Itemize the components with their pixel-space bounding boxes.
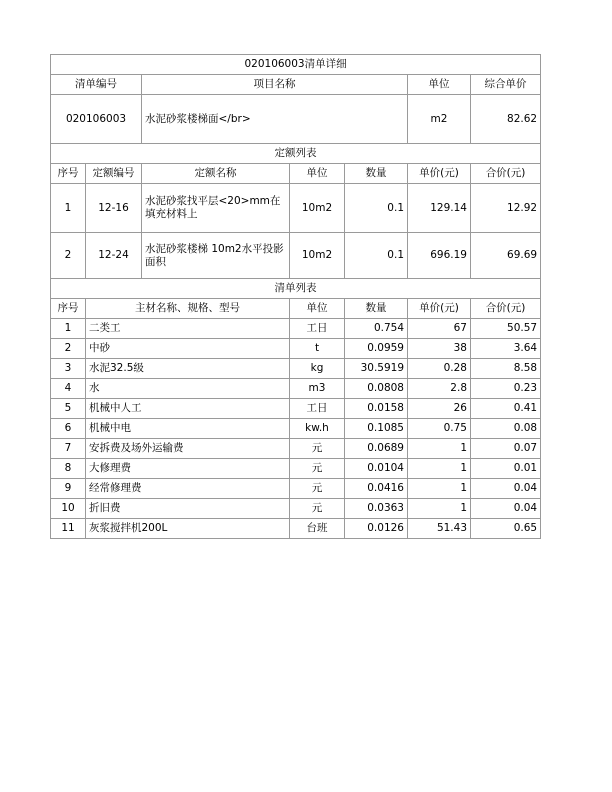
detail-table [50,54,541,539]
list-total: 0.04 [471,479,541,499]
list-qty: 0.754 [345,319,408,339]
list-no: 6 [51,419,86,439]
quota-header-name: 定额名称 [142,164,290,184]
list-row [51,319,541,339]
list-name: 水 [86,379,290,399]
quota-no: 1 [51,184,86,233]
list-total: 0.08 [471,419,541,439]
item-row [51,95,541,144]
list-name: 安拆费及场外运输费 [86,439,290,459]
item-code: 020106003 [51,95,142,144]
quota-header-code: 定额编号 [86,164,142,184]
list-total: 0.01 [471,459,541,479]
quota-price: 696.19 [408,233,471,279]
list-unit: 工日 [290,399,345,419]
quota-row [51,233,541,279]
item-price: 82.62 [471,95,541,144]
list-header-row [51,299,541,319]
list-header-unit: 单位 [290,299,345,319]
list-no: 2 [51,339,86,359]
list-unit: 台班 [290,519,345,539]
list-row [51,359,541,379]
list-price: 26 [408,399,471,419]
list-header-total: 合价(元) [471,299,541,319]
name-header: 项目名称 [142,75,408,95]
list-qty: 0.0158 [345,399,408,419]
list-row [51,459,541,479]
list-qty: 0.0363 [345,499,408,519]
list-no: 10 [51,499,86,519]
list-total: 8.58 [471,359,541,379]
list-qty: 0.0808 [345,379,408,399]
quota-no: 2 [51,233,86,279]
page-title: 020106003清单详细 [51,55,541,75]
list-price: 0.28 [408,359,471,379]
list-name: 折旧费 [86,499,290,519]
list-unit: kw.h [290,419,345,439]
list-price: 1 [408,499,471,519]
list-row [51,399,541,419]
list-qty: 0.0416 [345,479,408,499]
list-name: 机械中人工 [86,399,290,419]
list-price: 1 [408,459,471,479]
list-price: 51.43 [408,519,471,539]
list-row [51,519,541,539]
list-no: 9 [51,479,86,499]
list-price: 2.8 [408,379,471,399]
quota-section-title: 定额列表 [51,144,541,164]
quota-unit: 10m2 [290,233,345,279]
list-unit: 元 [290,479,345,499]
unit-header: 单位 [408,75,471,95]
quota-qty: 0.1 [345,233,408,279]
list-title-row [51,279,541,299]
list-section-title: 清单列表 [51,279,541,299]
list-row [51,479,541,499]
list-header-no: 序号 [51,299,86,319]
quota-code: 12-24 [86,233,142,279]
list-qty: 0.0689 [345,439,408,459]
list-no: 8 [51,459,86,479]
list-unit: 元 [290,459,345,479]
list-qty: 0.0126 [345,519,408,539]
price-header: 综合单价 [471,75,541,95]
list-row [51,339,541,359]
list-unit: 元 [290,439,345,459]
list-no: 4 [51,379,86,399]
list-no: 7 [51,439,86,459]
list-total: 0.23 [471,379,541,399]
list-no: 5 [51,399,86,419]
list-row [51,499,541,519]
list-header-name: 主材名称、规格、型号 [86,299,290,319]
list-unit: m3 [290,379,345,399]
list-unit: 工日 [290,319,345,339]
list-price: 1 [408,479,471,499]
quota-row [51,184,541,233]
list-price: 1 [408,439,471,459]
list-header-qty: 数量 [345,299,408,319]
list-name: 中砂 [86,339,290,359]
list-price: 38 [408,339,471,359]
list-total: 50.57 [471,319,541,339]
list-no: 11 [51,519,86,539]
list-name: 水泥32.5级 [86,359,290,379]
list-name: 大修理费 [86,459,290,479]
quota-price: 129.14 [408,184,471,233]
quota-unit: 10m2 [290,184,345,233]
quota-code: 12-16 [86,184,142,233]
list-name: 经常修理费 [86,479,290,499]
quota-title-row [51,144,541,164]
list-no: 1 [51,319,86,339]
item-unit: m2 [408,95,471,144]
quota-header-price: 单价(元) [408,164,471,184]
list-name: 灰浆搅拌机200L [86,519,290,539]
quota-total: 69.69 [471,233,541,279]
list-total: 0.07 [471,439,541,459]
list-unit: kg [290,359,345,379]
item-name: 水泥砂浆楼梯面</br> [142,95,408,144]
list-row [51,439,541,459]
quota-header-row [51,164,541,184]
quota-qty: 0.1 [345,184,408,233]
code-header: 清单编号 [51,75,142,95]
quota-header-qty: 数量 [345,164,408,184]
list-total: 0.65 [471,519,541,539]
quota-header-total: 合价(元) [471,164,541,184]
list-name: 机械中电 [86,419,290,439]
quota-total: 12.92 [471,184,541,233]
list-price: 67 [408,319,471,339]
list-row [51,379,541,399]
list-total: 0.41 [471,399,541,419]
quota-name: 水泥砂浆找平层<20>mm在填充材料上 [142,184,290,233]
list-row [51,419,541,439]
list-name: 二类工 [86,319,290,339]
list-total: 0.04 [471,499,541,519]
list-unit: 元 [290,499,345,519]
item-header-row [51,75,541,95]
quota-header-unit: 单位 [290,164,345,184]
quota-header-no: 序号 [51,164,86,184]
list-header-price: 单价(元) [408,299,471,319]
list-qty: 0.0959 [345,339,408,359]
list-no: 3 [51,359,86,379]
list-unit: t [290,339,345,359]
quota-name: 水泥砂浆楼梯 10m2水平投影面积 [142,233,290,279]
list-total: 3.64 [471,339,541,359]
list-price: 0.75 [408,419,471,439]
list-qty: 0.1085 [345,419,408,439]
list-qty: 30.5919 [345,359,408,379]
list-qty: 0.0104 [345,459,408,479]
title-row [51,55,541,75]
